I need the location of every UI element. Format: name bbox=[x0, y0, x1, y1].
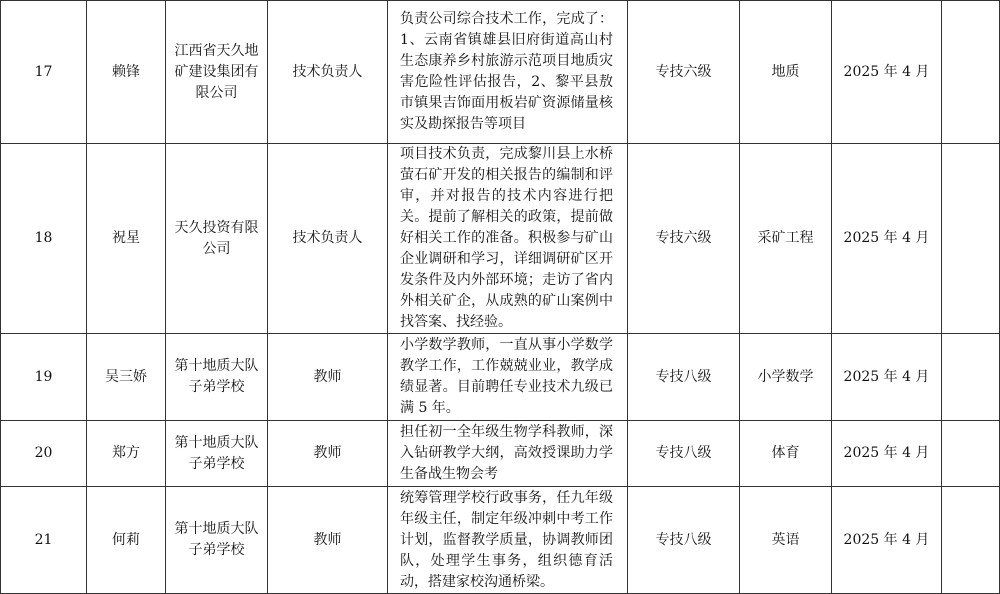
table-row bbox=[1, 1, 1000, 144]
cell-grade: 专技八级 bbox=[628, 334, 740, 421]
cell-empty bbox=[942, 487, 1000, 594]
cell-empty bbox=[942, 334, 1000, 421]
cell-empty bbox=[942, 1, 1000, 144]
cell-organization: 天久投资有限公司 bbox=[166, 144, 268, 334]
cell-field: 小学数学 bbox=[740, 334, 832, 421]
cell-empty bbox=[942, 421, 1000, 487]
cell-name: 祝星 bbox=[87, 144, 166, 334]
cell-name: 郑方 bbox=[87, 421, 166, 487]
cell-number: 20 bbox=[1, 421, 87, 487]
cell-date: 2025 年 4 月 bbox=[832, 1, 942, 144]
cell-description: 小学数学教师，一直从事小学数学教学工作，工作兢兢业业，教学成绩显著。目前聘任专业技术九级已满 5 年。 bbox=[388, 334, 628, 421]
cell-position: 教师 bbox=[268, 487, 388, 594]
cell-date: 2025 年 4 月 bbox=[832, 487, 942, 594]
cell-position: 技术负责人 bbox=[268, 144, 388, 334]
table-row bbox=[1, 334, 1000, 421]
cell-date: 2025 年 4 月 bbox=[832, 144, 942, 334]
cell-description: 担任初一全年级生物学科教师，深入钻研教学大纲，高效授课助力学生备战生物会考 bbox=[388, 421, 628, 487]
cell-field: 体育 bbox=[740, 421, 832, 487]
table-row bbox=[1, 421, 1000, 487]
table-row bbox=[1, 487, 1000, 594]
cell-empty bbox=[942, 144, 1000, 334]
cell-position: 教师 bbox=[268, 421, 388, 487]
cell-date: 2025 年 4 月 bbox=[832, 334, 942, 421]
table-row bbox=[1, 144, 1000, 334]
cell-organization: 第十地质大队子弟学校 bbox=[166, 487, 268, 594]
cell-organization: 第十地质大队子弟学校 bbox=[166, 421, 268, 487]
cell-grade: 专技八级 bbox=[628, 421, 740, 487]
cell-name: 赖锋 bbox=[87, 1, 166, 144]
cell-grade: 专技六级 bbox=[628, 144, 740, 334]
cell-field: 地质 bbox=[740, 1, 832, 144]
cell-number: 21 bbox=[1, 487, 87, 594]
cell-organization: 江西省天久地矿建设集团有限公司 bbox=[166, 1, 268, 144]
cell-description: 负责公司综合技术工作，完成了：1、云南省镇雄县旧府街道高山村生态康养乡村旅游示范项目地质灾害危险性评估报告，2、黎平县敖市镇果吉饰面用板岩矿资源储量核实及勘探报告等项目 bbox=[388, 1, 628, 144]
cell-position: 教师 bbox=[268, 334, 388, 421]
cell-position: 技术负责人 bbox=[268, 1, 388, 144]
cell-number: 17 bbox=[1, 1, 87, 144]
cell-name: 何莉 bbox=[87, 487, 166, 594]
cell-field: 采矿工程 bbox=[740, 144, 832, 334]
cell-grade: 专技八级 bbox=[628, 487, 740, 594]
cell-date: 2025 年 4 月 bbox=[832, 421, 942, 487]
cell-description: 项目技术负责，完成黎川县上水桥萤石矿开发的相关报告的编制和评审，并对报告的技术内容进行把关。提前了解相关的政策，提前做好相关工作的准备。积极参与矿山企业调研和学习，详细调研矿区开发条件及内外部环境；走访了省内外相关矿企，从成熟的矿山案例中找答案、找经验。 bbox=[388, 144, 628, 334]
cell-field: 英语 bbox=[740, 487, 832, 594]
cell-organization: 第十地质大队子弟学校 bbox=[166, 334, 268, 421]
cell-number: 18 bbox=[1, 144, 87, 334]
cell-grade: 专技六级 bbox=[628, 1, 740, 144]
cell-description: 统筹管理学校行政事务，任九年级年级主任，制定年级冲刺中考工作计划，监督教学质量，协调教师团队，处理学生事务，组织德育活动，搭建家校沟通桥梁。 bbox=[388, 487, 628, 594]
cell-name: 吴三娇 bbox=[87, 334, 166, 421]
cell-number: 19 bbox=[1, 334, 87, 421]
